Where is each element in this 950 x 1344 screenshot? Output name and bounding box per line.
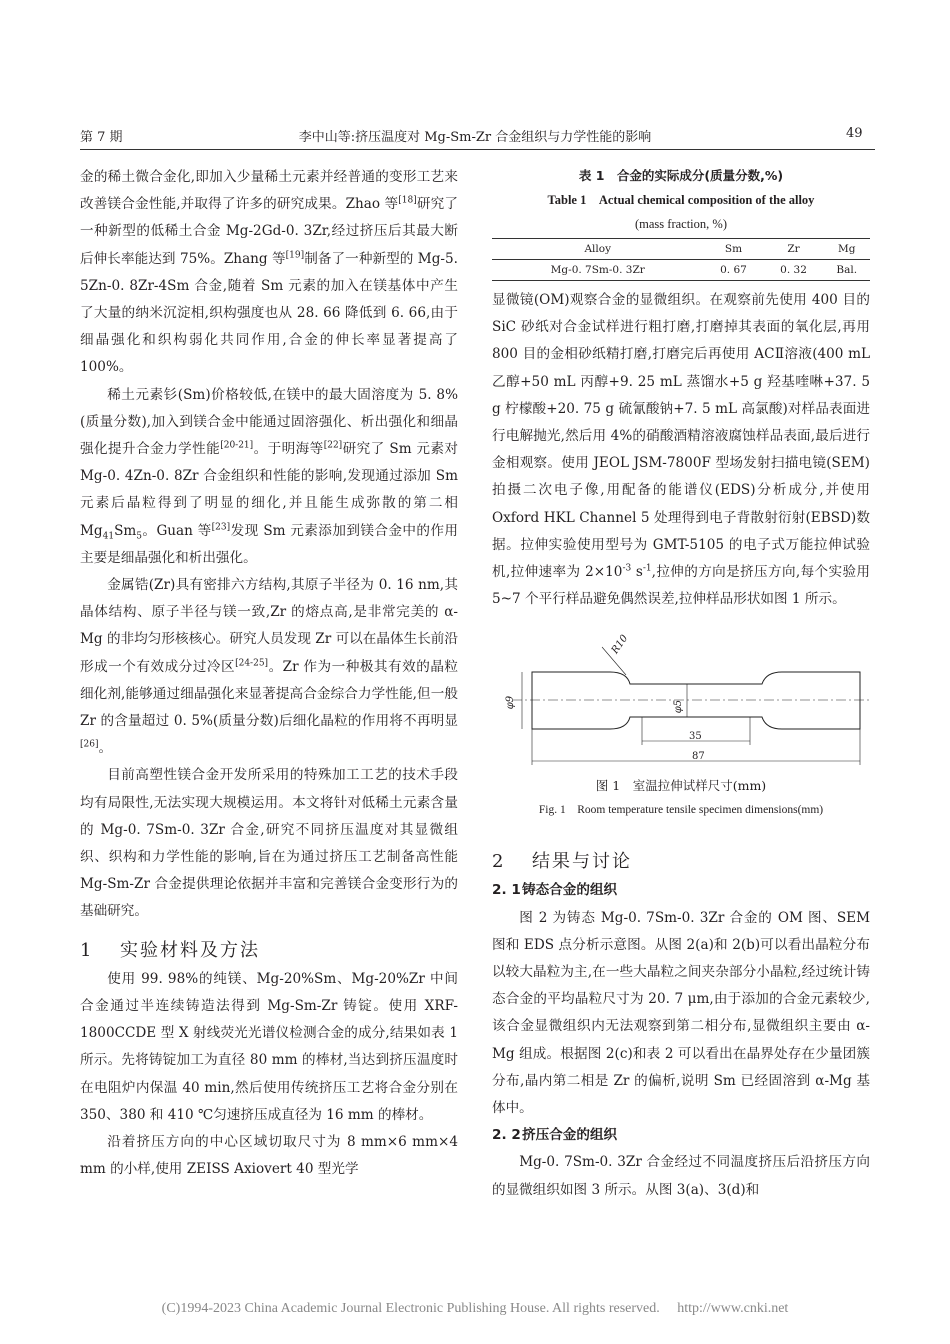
section-number: 1 bbox=[80, 939, 94, 961]
text: ,拉伸的方向是挤压方向,每个实验用 5~7 个平行样品避免偶然误差,拉伸样品形状如图 1 所示。 bbox=[492, 564, 870, 608]
header-rule bbox=[80, 149, 875, 150]
section-2-heading bbox=[492, 847, 870, 877]
text: 。Guan 等 bbox=[142, 522, 212, 539]
citation: [24-25] bbox=[235, 658, 269, 669]
table-cell: 0. 32 bbox=[764, 260, 824, 281]
running-header-title: 李中山等:挤压温度对 Mg-Sm-Zr 合金组织与力学性能的影响 bbox=[298, 130, 652, 145]
citation: [18] bbox=[398, 195, 417, 206]
paragraph-4: 目前高塑性镁合金开发所采用的特殊加工工艺的技术手段均有局限性,无法实现大规模运用。本文将针对低稀土元素含量的 Mg-0. 7Sm-0. 3Zr 合金,研究不同挤压温度对其显微组织、织构和力学性能的影响,旨在为通过挤压工艺制备高性能 Mg-Sm-Zr 合金提供理论依据并丰富和完善镁合金变形行为的基础研究。 bbox=[80, 767, 458, 920]
paragraph-7 bbox=[492, 287, 870, 613]
figure-1-caption-en: Fig. 1 Room temperature tensile specimen dimensions(mm) bbox=[538, 804, 824, 817]
table-header: Sm bbox=[703, 239, 763, 260]
subsection-2-1-heading bbox=[492, 877, 870, 904]
text: 研究了 Sm 元素对 Mg-0. 4Zn-0. 8Zr 合金组织和性能的影响,发现通过添加 Sm 元素后晶粒得到了明显的细化,并且能生成弥散的第二相 Mg bbox=[80, 441, 459, 539]
paragraph-3 bbox=[80, 572, 458, 762]
figure-1-caption-cn: 图 1 室温拉伸试样尺寸(mm) bbox=[595, 778, 767, 794]
superscript: -1 bbox=[642, 563, 652, 574]
table1-caption-en: Table 1 Actual chemical composition of the alloy bbox=[547, 193, 815, 207]
table-header: Alloy bbox=[492, 239, 703, 260]
text: 金属锆(Zr)具有密排六方结构,其原子半径为 0. 16 nm,其晶体结构、原子半径与镁一致,Zr 的熔点高,是非常完美的 α-Mg 的非均匀形核核心。研究人员发现 Zr 可以在晶体生长前沿形成一个有效成分过冷区 bbox=[80, 577, 458, 675]
text: 发现 Sm 元素添加到镁合金中的作用主要是细晶强化和析出强化。 bbox=[80, 522, 458, 566]
subsection-number: 2. 2 bbox=[492, 1127, 521, 1144]
text: Sm bbox=[114, 522, 137, 539]
text: 显微镜(OM)观察合金的显微组织。在观察前先使用 400 目的 SiC 砂纸对合金试样进行粗打磨,打磨掉其表面的氧化层,再用 800 目的金相砂纸精打磨,打磨完后再使用 ACⅡ溶液(400 mL 乙醇+50 mL 丙醇+9. 25 mL 蒸馏水+5 g 羟基喹啉+37. 5 g 柠檬酸+20. 75 g 硫氰酸钠+7. 5 mL 高氯酸)对样品表面进行电解抛光,然后用 4%的硝酸酒精溶液腐蚀样品表面,最后进行金相观察。使用 JEOL JSM-7800F 型场发射扫描电镜(SEM)拍摄二次电子像,用配备的能谱仪(EDS)分析成分,并使用 Oxford HKL Channel 5 处理得到电子背散射衍射(EBSD)数据。拉伸实验使用型号为 GMT-5105 的电子式万能拉伸试验机,拉伸速率为 2×10 bbox=[492, 292, 870, 581]
label-r10: R10 bbox=[609, 633, 631, 657]
superscript: -3 bbox=[622, 563, 632, 574]
subsection-title: 铸态合金的组织 bbox=[522, 882, 618, 899]
text: 。 bbox=[98, 740, 113, 757]
composition-table bbox=[492, 238, 870, 281]
citation: [22] bbox=[323, 440, 343, 451]
label-d9: φ9 bbox=[505, 696, 517, 710]
running-header-issue: 第 7 期 bbox=[80, 130, 123, 145]
citation: [23] bbox=[211, 522, 231, 533]
table1-caption-en-2: (mass fraction, %) bbox=[635, 217, 727, 231]
paragraph-2 bbox=[80, 382, 458, 572]
text: s bbox=[631, 564, 643, 581]
table-header-row bbox=[492, 239, 870, 260]
page-number: 49 bbox=[846, 126, 863, 141]
text: 。于明海等 bbox=[253, 441, 324, 458]
subscript: 5 bbox=[136, 531, 143, 542]
table-cell: Bal. bbox=[824, 260, 870, 281]
table-header: Mg bbox=[824, 239, 870, 260]
paragraph-1 bbox=[80, 164, 458, 382]
table-cell: 0. 67 bbox=[703, 260, 763, 281]
subsection-2-2-heading bbox=[492, 1122, 870, 1149]
table1-caption-cn: 表 1 合金的实际成分(质量分数,%) bbox=[578, 168, 784, 183]
table-cell: Mg-0. 7Sm-0. 3Zr bbox=[492, 260, 703, 281]
paragraph-9: Mg-0. 7Sm-0. 3Zr 合金经过不同温度挤压后沿挤压方向的显微组织如图 3 所示。从图 3(a)、3(d)和 bbox=[492, 1154, 870, 1198]
text: 稀土元素钐(Sm)价格较低,在镁中的最大固溶度为 5. 8%(质量分数),加入到镁合金中能通过固溶强化、析出强化和细晶强化提升合金力学性能 bbox=[80, 386, 458, 458]
text: 研究了一种新型的低稀土合金 Mg-2Gd-0. 3Zr,经过挤压后其最大断后伸长率能达到 75%。Zhang 等 bbox=[80, 196, 458, 267]
paragraph-5: 使用 99. 98%的纯镁、Mg-20%Sm、Mg-20%Zr 中间合金通过半连续铸造法得到 Mg-Sm-Zr 铸锭。使用 XRF-1800CCDE 型 X 射线荧光光谱仪检测合金的成分,结果如表 1 所示。先将铸锭加工为直径 80 mm 的棒材,当达到挤压温度时在电阻炉内保温 40 min,然后使用传统挤压工艺将合金分别在 350、380 和 410 ℃匀速挤压成直径为 16 mm 的棒材。 bbox=[80, 970, 458, 1123]
specimen-outline bbox=[532, 672, 860, 729]
label-87: 87 bbox=[692, 751, 705, 763]
right-column bbox=[492, 164, 870, 1204]
section-number: 2 bbox=[492, 851, 506, 873]
subsection-number: 2. 1 bbox=[492, 882, 521, 899]
figure-1 bbox=[492, 613, 870, 823]
paragraph-8: 图 2 为铸态 Mg-0. 7Sm-0. 3Zr 合金的 OM 图、SEM 图和 EDS 点分析示意图。从图 2(a)和 2(b)可以看出晶粒分布以较大晶粒为主,在一些大晶粒之间夹杂部分小晶粒,经过统计铸态合金的平均晶粒尺寸为 20. 7 μm,由于添加的合金元素较少,该合金显微组织内无法观察到第二相分布,显微组织主要由 α-Mg 组成。根据图 2(c)和表 2 可以看出在晶界处存在少量团簇分布,晶内第二相是 Zr 的偏析,说明 Sm 已经固溶到 α-Mg 基体中。 bbox=[492, 909, 870, 1117]
section-title: 结果与讨论 bbox=[532, 851, 632, 873]
subsection-title: 挤压合金的组织 bbox=[522, 1127, 618, 1144]
section-1-heading bbox=[80, 936, 458, 966]
citation: [20-21] bbox=[220, 440, 254, 451]
text: 制备了一种新型的 Mg-5. 5Zn-0. 8Zr-4Sm 合金,随着 Sm 元素的加入在镁基体中产生了大量的纳米沉淀相,织构强度也从 28. 66 降低到 6. 66,由于细晶强化和织构弱化共同作用,合金的伸长率显著提高了 100%。 bbox=[80, 250, 458, 376]
tensile-specimen-drawing bbox=[492, 617, 870, 767]
subscript: 41 bbox=[102, 531, 115, 542]
text: 金的稀土微合金化,即加入少量稀土元素并经普通的变形工艺来改善镁合金性能,并取得了许多的研究成果。Zhao 等 bbox=[80, 169, 458, 213]
table-header: Zr bbox=[764, 239, 824, 260]
left-column bbox=[80, 164, 458, 1183]
citation: [19] bbox=[285, 250, 305, 261]
paragraph-6: 沿着挤压方向的中心区域切取尺寸为 8 mm×6 mm×4 mm 的小样,使用 ZEISS Axiovert 40 型光学 bbox=[80, 1133, 458, 1178]
text: 。Zr 作为一种极其有效的晶粒细化剂,能够通过细晶强化来显著提高合金综合力学性能,但一般 Zr 的含量超过 0. 5%(质量分数)后细化晶粒的作用将不再明显 bbox=[80, 658, 459, 730]
label-d5: φ5 bbox=[673, 700, 685, 714]
table-row bbox=[492, 260, 870, 281]
citation: [26] bbox=[80, 739, 99, 750]
label-35: 35 bbox=[689, 731, 702, 743]
copyright-footer: (C)1994-2023 China Academic Journal Electronic Publishing House. All rights reserved. http://www.cnki.net bbox=[161, 1301, 789, 1316]
section-title: 实验材料及方法 bbox=[120, 939, 260, 961]
